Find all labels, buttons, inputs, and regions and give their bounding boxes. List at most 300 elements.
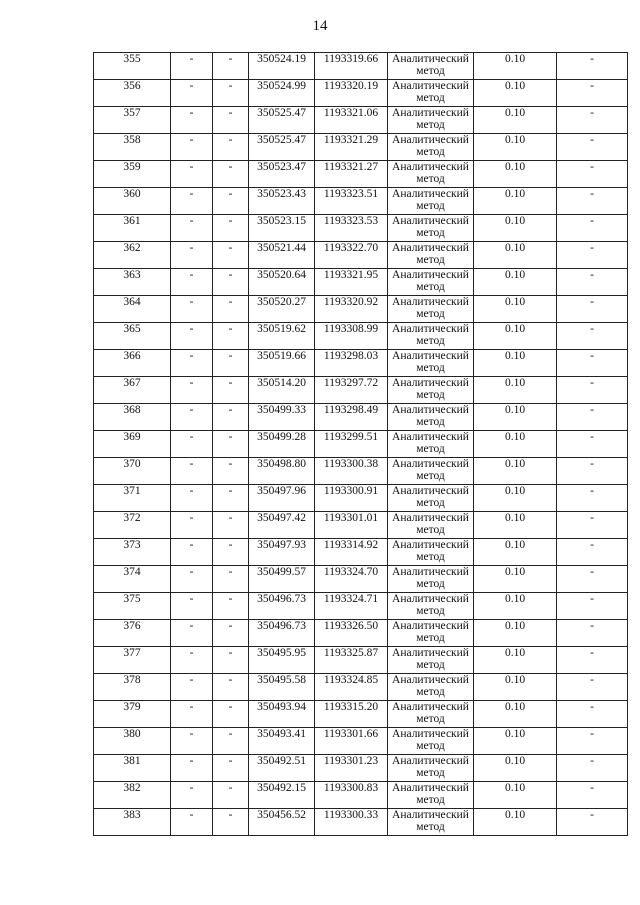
y-coordinate-cell: 1193324.71 xyxy=(315,593,388,620)
y-coordinate-cell: 1193323.53 xyxy=(315,215,388,242)
x-coordinate-cell: 350499.57 xyxy=(249,566,315,593)
y-coordinate-cell: 1193319.66 xyxy=(315,53,388,80)
table-row xyxy=(94,107,628,134)
empty-dash-cell: - xyxy=(171,431,213,458)
table-row xyxy=(94,80,628,107)
point-number-cell: 360 xyxy=(94,188,171,215)
point-number-cell: 363 xyxy=(94,269,171,296)
method-cell xyxy=(388,674,474,701)
method-line1: Аналитический xyxy=(392,728,469,740)
y-coordinate-cell: 1193298.49 xyxy=(315,404,388,431)
empty-dash-cell: - xyxy=(213,404,249,431)
method-cell xyxy=(388,809,474,836)
x-coordinate-cell: 350495.58 xyxy=(249,674,315,701)
method-line2: метод xyxy=(416,146,445,158)
method-cell xyxy=(388,647,474,674)
y-coordinate-cell: 1193321.29 xyxy=(315,134,388,161)
method-line2: метод xyxy=(416,308,445,320)
y-coordinate-cell: 1193320.92 xyxy=(315,296,388,323)
y-coordinate-cell: 1193321.06 xyxy=(315,107,388,134)
table-row xyxy=(94,512,628,539)
empty-dash-cell: - xyxy=(171,377,213,404)
empty-dash-cell: - xyxy=(557,809,628,836)
x-coordinate-cell: 350492.51 xyxy=(249,755,315,782)
empty-dash-cell: - xyxy=(557,431,628,458)
empty-dash-cell: - xyxy=(557,80,628,107)
empty-dash-cell: - xyxy=(171,404,213,431)
empty-dash-cell: - xyxy=(557,701,628,728)
table-row xyxy=(94,755,628,782)
empty-dash-cell: - xyxy=(557,512,628,539)
method-line2: метод xyxy=(416,794,445,806)
empty-dash-cell: - xyxy=(213,512,249,539)
empty-dash-cell: - xyxy=(171,647,213,674)
method-line2: метод xyxy=(416,470,445,482)
empty-dash-cell: - xyxy=(171,350,213,377)
method-line1: Аналитический xyxy=(392,215,469,227)
method-line2: метод xyxy=(416,335,445,347)
x-coordinate-cell: 350493.94 xyxy=(249,701,315,728)
empty-dash-cell: - xyxy=(557,350,628,377)
y-coordinate-cell: 1193301.01 xyxy=(315,512,388,539)
y-coordinate-cell: 1193325.87 xyxy=(315,647,388,674)
point-number-cell: 377 xyxy=(94,647,171,674)
method-cell xyxy=(388,431,474,458)
point-number-cell: 378 xyxy=(94,674,171,701)
empty-dash-cell: - xyxy=(557,296,628,323)
x-coordinate-cell: 350520.64 xyxy=(249,269,315,296)
y-coordinate-cell: 1193299.51 xyxy=(315,431,388,458)
point-number-cell: 365 xyxy=(94,323,171,350)
y-coordinate-cell: 1193300.38 xyxy=(315,458,388,485)
point-number-cell: 356 xyxy=(94,80,171,107)
method-line1: Аналитический xyxy=(392,404,469,416)
empty-dash-cell: - xyxy=(557,782,628,809)
y-coordinate-cell: 1193300.33 xyxy=(315,809,388,836)
x-coordinate-cell: 350524.19 xyxy=(249,53,315,80)
empty-dash-cell: - xyxy=(213,161,249,188)
method-line1: Аналитический xyxy=(392,809,469,821)
point-number-cell: 369 xyxy=(94,431,171,458)
table-row xyxy=(94,431,628,458)
empty-dash-cell: - xyxy=(557,188,628,215)
method-cell xyxy=(388,404,474,431)
empty-dash-cell: - xyxy=(171,242,213,269)
method-cell xyxy=(388,377,474,404)
empty-dash-cell: - xyxy=(213,809,249,836)
method-line1: Аналитический xyxy=(392,134,469,146)
table-row xyxy=(94,53,628,80)
empty-dash-cell: - xyxy=(557,755,628,782)
y-coordinate-cell: 1193326.50 xyxy=(315,620,388,647)
method-line2: метод xyxy=(416,119,445,131)
method-line2: метод xyxy=(416,524,445,536)
method-line2: метод xyxy=(416,767,445,779)
accuracy-cell: 0.10 xyxy=(474,242,557,269)
accuracy-cell: 0.10 xyxy=(474,782,557,809)
accuracy-cell: 0.10 xyxy=(474,215,557,242)
accuracy-cell: 0.10 xyxy=(474,701,557,728)
empty-dash-cell: - xyxy=(213,566,249,593)
empty-dash-cell: - xyxy=(557,485,628,512)
empty-dash-cell: - xyxy=(213,539,249,566)
coordinates-table xyxy=(93,52,628,836)
accuracy-cell: 0.10 xyxy=(474,431,557,458)
method-line2: метод xyxy=(416,281,445,293)
empty-dash-cell: - xyxy=(171,296,213,323)
x-coordinate-cell: 350524.99 xyxy=(249,80,315,107)
y-coordinate-cell: 1193315.20 xyxy=(315,701,388,728)
accuracy-cell: 0.10 xyxy=(474,80,557,107)
method-line1: Аналитический xyxy=(392,674,469,686)
x-coordinate-cell: 350519.62 xyxy=(249,323,315,350)
empty-dash-cell: - xyxy=(213,80,249,107)
method-cell xyxy=(388,350,474,377)
empty-dash-cell: - xyxy=(213,674,249,701)
empty-dash-cell: - xyxy=(171,188,213,215)
table-row xyxy=(94,242,628,269)
method-line1: Аналитический xyxy=(392,593,469,605)
empty-dash-cell: - xyxy=(171,53,213,80)
empty-dash-cell: - xyxy=(557,269,628,296)
point-number-cell: 373 xyxy=(94,539,171,566)
empty-dash-cell: - xyxy=(213,620,249,647)
x-coordinate-cell: 350523.43 xyxy=(249,188,315,215)
accuracy-cell: 0.10 xyxy=(474,161,557,188)
point-number-cell: 362 xyxy=(94,242,171,269)
x-coordinate-cell: 350521.44 xyxy=(249,242,315,269)
table-row xyxy=(94,485,628,512)
x-coordinate-cell: 350523.15 xyxy=(249,215,315,242)
method-line1: Аналитический xyxy=(392,296,469,308)
empty-dash-cell: - xyxy=(557,539,628,566)
empty-dash-cell: - xyxy=(171,728,213,755)
table-row xyxy=(94,269,628,296)
y-coordinate-cell: 1193300.91 xyxy=(315,485,388,512)
empty-dash-cell: - xyxy=(171,80,213,107)
method-line1: Аналитический xyxy=(392,107,469,119)
empty-dash-cell: - xyxy=(213,377,249,404)
accuracy-cell: 0.10 xyxy=(474,350,557,377)
accuracy-cell: 0.10 xyxy=(474,539,557,566)
method-line1: Аналитический xyxy=(392,269,469,281)
point-number-cell: 381 xyxy=(94,755,171,782)
table-row xyxy=(94,134,628,161)
x-coordinate-cell: 350498.80 xyxy=(249,458,315,485)
point-number-cell: 355 xyxy=(94,53,171,80)
point-number-cell: 379 xyxy=(94,701,171,728)
point-number-cell: 359 xyxy=(94,161,171,188)
method-line1: Аналитический xyxy=(392,782,469,794)
point-number-cell: 371 xyxy=(94,485,171,512)
accuracy-cell: 0.10 xyxy=(474,188,557,215)
method-line1: Аналитический xyxy=(392,350,469,362)
empty-dash-cell: - xyxy=(213,215,249,242)
empty-dash-cell: - xyxy=(557,566,628,593)
empty-dash-cell: - xyxy=(557,674,628,701)
method-cell xyxy=(388,458,474,485)
accuracy-cell: 0.10 xyxy=(474,377,557,404)
method-line1: Аналитический xyxy=(392,512,469,524)
accuracy-cell: 0.10 xyxy=(474,296,557,323)
table-row xyxy=(94,161,628,188)
empty-dash-cell: - xyxy=(171,215,213,242)
method-line2: метод xyxy=(416,416,445,428)
accuracy-cell: 0.10 xyxy=(474,53,557,80)
table-row xyxy=(94,539,628,566)
point-number-cell: 361 xyxy=(94,215,171,242)
method-cell xyxy=(388,539,474,566)
point-number-cell: 374 xyxy=(94,566,171,593)
method-cell xyxy=(388,701,474,728)
y-coordinate-cell: 1193323.51 xyxy=(315,188,388,215)
method-cell xyxy=(388,485,474,512)
accuracy-cell: 0.10 xyxy=(474,485,557,512)
x-coordinate-cell: 350523.47 xyxy=(249,161,315,188)
method-cell xyxy=(388,134,474,161)
method-cell xyxy=(388,620,474,647)
accuracy-cell: 0.10 xyxy=(474,566,557,593)
accuracy-cell: 0.10 xyxy=(474,107,557,134)
method-line1: Аналитический xyxy=(392,539,469,551)
empty-dash-cell: - xyxy=(557,593,628,620)
table-row xyxy=(94,809,628,836)
accuracy-cell: 0.10 xyxy=(474,512,557,539)
empty-dash-cell: - xyxy=(213,134,249,161)
empty-dash-cell: - xyxy=(213,458,249,485)
empty-dash-cell: - xyxy=(171,782,213,809)
point-number-cell: 382 xyxy=(94,782,171,809)
x-coordinate-cell: 350456.52 xyxy=(249,809,315,836)
point-number-cell: 357 xyxy=(94,107,171,134)
method-line1: Аналитический xyxy=(392,647,469,659)
x-coordinate-cell: 350514.20 xyxy=(249,377,315,404)
empty-dash-cell: - xyxy=(171,566,213,593)
point-number-cell: 366 xyxy=(94,350,171,377)
table-row xyxy=(94,458,628,485)
empty-dash-cell: - xyxy=(213,188,249,215)
table-row xyxy=(94,296,628,323)
table-row xyxy=(94,215,628,242)
method-line2: метод xyxy=(416,227,445,239)
empty-dash-cell: - xyxy=(557,134,628,161)
accuracy-cell: 0.10 xyxy=(474,593,557,620)
method-cell xyxy=(388,296,474,323)
method-line1: Аналитический xyxy=(392,242,469,254)
method-cell xyxy=(388,593,474,620)
empty-dash-cell: - xyxy=(213,242,249,269)
point-number-cell: 383 xyxy=(94,809,171,836)
table-row xyxy=(94,593,628,620)
x-coordinate-cell: 350499.33 xyxy=(249,404,315,431)
x-coordinate-cell: 350525.47 xyxy=(249,134,315,161)
point-number-cell: 372 xyxy=(94,512,171,539)
method-line1: Аналитический xyxy=(392,80,469,92)
point-number-cell: 376 xyxy=(94,620,171,647)
accuracy-cell: 0.10 xyxy=(474,134,557,161)
empty-dash-cell: - xyxy=(171,593,213,620)
method-cell xyxy=(388,161,474,188)
empty-dash-cell: - xyxy=(213,53,249,80)
method-line2: метод xyxy=(416,173,445,185)
method-cell xyxy=(388,242,474,269)
table-row xyxy=(94,350,628,377)
point-number-cell: 364 xyxy=(94,296,171,323)
method-line1: Аналитический xyxy=(392,377,469,389)
accuracy-cell: 0.10 xyxy=(474,269,557,296)
method-line2: метод xyxy=(416,92,445,104)
accuracy-cell: 0.10 xyxy=(474,809,557,836)
method-cell xyxy=(388,512,474,539)
method-line2: метод xyxy=(416,605,445,617)
table-row xyxy=(94,620,628,647)
empty-dash-cell: - xyxy=(213,593,249,620)
x-coordinate-cell: 350497.42 xyxy=(249,512,315,539)
empty-dash-cell: - xyxy=(557,323,628,350)
y-coordinate-cell: 1193321.95 xyxy=(315,269,388,296)
empty-dash-cell: - xyxy=(171,161,213,188)
empty-dash-cell: - xyxy=(171,620,213,647)
x-coordinate-cell: 350492.15 xyxy=(249,782,315,809)
x-coordinate-cell: 350499.28 xyxy=(249,431,315,458)
method-line1: Аналитический xyxy=(392,566,469,578)
y-coordinate-cell: 1193301.66 xyxy=(315,728,388,755)
y-coordinate-cell: 1193300.83 xyxy=(315,782,388,809)
method-line2: метод xyxy=(416,713,445,725)
table-row xyxy=(94,647,628,674)
accuracy-cell: 0.10 xyxy=(474,323,557,350)
empty-dash-cell: - xyxy=(557,458,628,485)
accuracy-cell: 0.10 xyxy=(474,458,557,485)
table-row xyxy=(94,728,628,755)
empty-dash-cell: - xyxy=(213,296,249,323)
empty-dash-cell: - xyxy=(213,350,249,377)
method-line2: метод xyxy=(416,686,445,698)
table-row xyxy=(94,404,628,431)
method-cell xyxy=(388,728,474,755)
method-line2: метод xyxy=(416,254,445,266)
y-coordinate-cell: 1193324.70 xyxy=(315,566,388,593)
accuracy-cell: 0.10 xyxy=(474,647,557,674)
point-number-cell: 380 xyxy=(94,728,171,755)
method-cell xyxy=(388,323,474,350)
method-line1: Аналитический xyxy=(392,620,469,632)
accuracy-cell: 0.10 xyxy=(474,404,557,431)
table-row xyxy=(94,782,628,809)
empty-dash-cell: - xyxy=(557,161,628,188)
method-line2: метод xyxy=(416,551,445,563)
y-coordinate-cell: 1193322.70 xyxy=(315,242,388,269)
y-coordinate-cell: 1193314.92 xyxy=(315,539,388,566)
method-line1: Аналитический xyxy=(392,188,469,200)
table-row xyxy=(94,701,628,728)
empty-dash-cell: - xyxy=(213,782,249,809)
method-line2: метод xyxy=(416,497,445,509)
empty-dash-cell: - xyxy=(171,485,213,512)
method-line1: Аналитический xyxy=(392,431,469,443)
empty-dash-cell: - xyxy=(213,107,249,134)
method-line2: метод xyxy=(416,362,445,374)
table-row xyxy=(94,188,628,215)
method-cell xyxy=(388,107,474,134)
empty-dash-cell: - xyxy=(171,809,213,836)
table-row xyxy=(94,323,628,350)
x-coordinate-cell: 350496.73 xyxy=(249,620,315,647)
method-cell xyxy=(388,53,474,80)
method-line1: Аналитический xyxy=(392,53,469,65)
method-cell xyxy=(388,188,474,215)
empty-dash-cell: - xyxy=(171,674,213,701)
point-number-cell: 368 xyxy=(94,404,171,431)
x-coordinate-cell: 350496.73 xyxy=(249,593,315,620)
y-coordinate-cell: 1193301.23 xyxy=(315,755,388,782)
accuracy-cell: 0.10 xyxy=(474,620,557,647)
empty-dash-cell: - xyxy=(557,620,628,647)
empty-dash-cell: - xyxy=(557,107,628,134)
method-line2: метод xyxy=(416,443,445,455)
x-coordinate-cell: 350497.93 xyxy=(249,539,315,566)
accuracy-cell: 0.10 xyxy=(474,755,557,782)
method-cell xyxy=(388,215,474,242)
method-line1: Аналитический xyxy=(392,323,469,335)
method-line2: метод xyxy=(416,821,445,833)
empty-dash-cell: - xyxy=(557,377,628,404)
empty-dash-cell: - xyxy=(557,242,628,269)
accuracy-cell: 0.10 xyxy=(474,674,557,701)
empty-dash-cell: - xyxy=(171,323,213,350)
y-coordinate-cell: 1193324.85 xyxy=(315,674,388,701)
y-coordinate-cell: 1193308.99 xyxy=(315,323,388,350)
y-coordinate-cell: 1193298.03 xyxy=(315,350,388,377)
accuracy-cell: 0.10 xyxy=(474,728,557,755)
empty-dash-cell: - xyxy=(557,215,628,242)
method-line1: Аналитический xyxy=(392,701,469,713)
method-cell xyxy=(388,269,474,296)
method-line2: метод xyxy=(416,578,445,590)
table-body xyxy=(94,53,628,836)
x-coordinate-cell: 350497.96 xyxy=(249,485,315,512)
empty-dash-cell: - xyxy=(213,728,249,755)
empty-dash-cell: - xyxy=(171,269,213,296)
method-line1: Аналитический xyxy=(392,161,469,173)
table-row xyxy=(94,674,628,701)
empty-dash-cell: - xyxy=(213,755,249,782)
y-coordinate-cell: 1193320.19 xyxy=(315,80,388,107)
method-line2: метод xyxy=(416,65,445,77)
empty-dash-cell: - xyxy=(213,431,249,458)
empty-dash-cell: - xyxy=(171,107,213,134)
method-line2: метод xyxy=(416,740,445,752)
x-coordinate-cell: 350519.66 xyxy=(249,350,315,377)
point-number-cell: 367 xyxy=(94,377,171,404)
empty-dash-cell: - xyxy=(213,485,249,512)
table-row xyxy=(94,566,628,593)
x-coordinate-cell: 350495.95 xyxy=(249,647,315,674)
point-number-cell: 358 xyxy=(94,134,171,161)
x-coordinate-cell: 350493.41 xyxy=(249,728,315,755)
empty-dash-cell: - xyxy=(171,539,213,566)
y-coordinate-cell: 1193321.27 xyxy=(315,161,388,188)
empty-dash-cell: - xyxy=(171,701,213,728)
method-line2: метод xyxy=(416,200,445,212)
empty-dash-cell: - xyxy=(171,512,213,539)
page-number: 14 xyxy=(312,18,328,34)
empty-dash-cell: - xyxy=(557,728,628,755)
y-coordinate-cell: 1193297.72 xyxy=(315,377,388,404)
x-coordinate-cell: 350520.27 xyxy=(249,296,315,323)
empty-dash-cell: - xyxy=(171,134,213,161)
empty-dash-cell: - xyxy=(213,323,249,350)
